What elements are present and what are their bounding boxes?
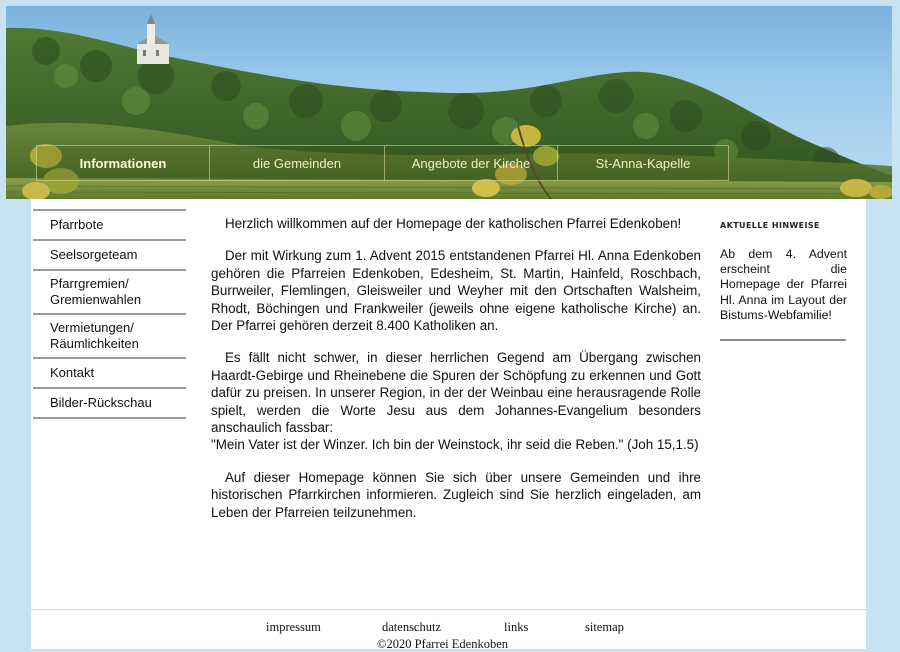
sidebar-item-pfarrgremien[interactable] xyxy=(33,271,186,315)
sidebar-item-label: Pfarrbote xyxy=(50,217,104,232)
nav-informationen[interactable]: Informationen xyxy=(36,145,209,181)
sidebar-item-label: Pfarrgremien/ xyxy=(50,276,129,291)
news-heading: AKTUELLE HINWEISE xyxy=(720,221,820,230)
chapel-illustration xyxy=(137,14,169,64)
sidebar-item-label: Kontakt xyxy=(50,365,95,380)
news-divider xyxy=(720,339,846,341)
sidebar-item-kontakt[interactable] xyxy=(33,359,186,389)
sidebar-navigation xyxy=(33,209,186,419)
sidebar-item-vermietungen[interactable] xyxy=(33,315,186,359)
nav-angebote-der-kirche[interactable]: Angebote der Kirche xyxy=(384,145,557,181)
parish-paragraph: Der mit Wirkung zum 1. Advent 2015 entstandenen Pfarrei Hl. Anna Edenkoben gehören die Pfarreien Edenkoben, Edesheim, St. Martin, Hainfeld, Roschbach, Burrweiler, Flemlingen, Gleisweiler und Weyher mit den Ortschaften Walsheim, Rhodt, Böchingen und Frankweiler (jeweils ohne eigene katholische Kirche) an. Der Pfarrei gehören derzeit 8.400 Katholiken an. xyxy=(211,248,701,334)
sidebar-item-label-line2: Räumlichkeiten xyxy=(50,336,139,351)
bible-quote: "Mein Vater ist der Winzer. Ich bin der Weinstock, ihr seid die Reben." (Joh 15,1.5) xyxy=(211,437,699,453)
footer-link-sitemap[interactable]: sitemap xyxy=(585,620,624,634)
footer-link-impressum[interactable]: impressum xyxy=(266,620,321,634)
sidebar-item-seelsorgeteam[interactable] xyxy=(33,241,186,271)
content-panel xyxy=(31,199,866,649)
creation-paragraph xyxy=(211,349,701,453)
sidebar-item-label: Seelsorgeteam xyxy=(50,247,138,262)
news-sidebar xyxy=(720,221,847,341)
creation-text: Es fällt nicht schwer, in dieser herrlichen Gegend am Übergang zwischen Haardt-Gebirge und Rheinebene die Spuren der Schöpfung zu erkennen und Gott dafür zu preisen. In unserer Region, in der der Weinbau eine herausragende Rolle spielt, werden die Worte Jesu aus dem Johannes-Evangelium besonders anschaulich fassbar: xyxy=(211,350,701,436)
footer-link-datenschutz[interactable]: datenschutz xyxy=(382,620,442,634)
main-navigation xyxy=(36,145,728,181)
nav-die-gemeinden[interactable]: die Gemeinden xyxy=(209,145,384,181)
sidebar-item-label-line2: Gremienwahlen xyxy=(50,292,142,307)
invitation-paragraph: Auf dieser Homepage können Sie sich über unsere Gemeinden und ihre historischen Pfarrkirchen informieren. Zugleich sind Sie herzlich eingeladen, am Leben der Pfarreien teilzunehmen. xyxy=(211,469,701,520)
sidebar-item-bilder-rueckschau[interactable] xyxy=(33,389,186,419)
sidebar-item-label: Vermietungen/ xyxy=(50,320,134,335)
copyright: ©2020 Pfarrei Edenkoben xyxy=(377,637,508,651)
footer-links xyxy=(266,620,666,636)
nav-st-anna-kapelle[interactable]: St-Anna-Kapelle xyxy=(557,145,729,181)
sidebar-item-pfarrbote[interactable] xyxy=(33,211,186,241)
news-text: Ab dem 4. Advent erscheint die Homepage der Pfarrei Hl. Anna im Layout der Bistums-Webfamilie! xyxy=(720,247,847,322)
welcome-paragraph: Herzlich willkommen auf der Homepage der katholischen Pfarrei Edenkoben! xyxy=(225,216,682,231)
header-banner xyxy=(6,6,892,199)
footer-link-links[interactable]: links xyxy=(504,620,529,634)
sidebar-item-label: Bilder-Rückschau xyxy=(50,395,152,410)
main-content xyxy=(211,215,701,536)
footer xyxy=(31,609,866,651)
